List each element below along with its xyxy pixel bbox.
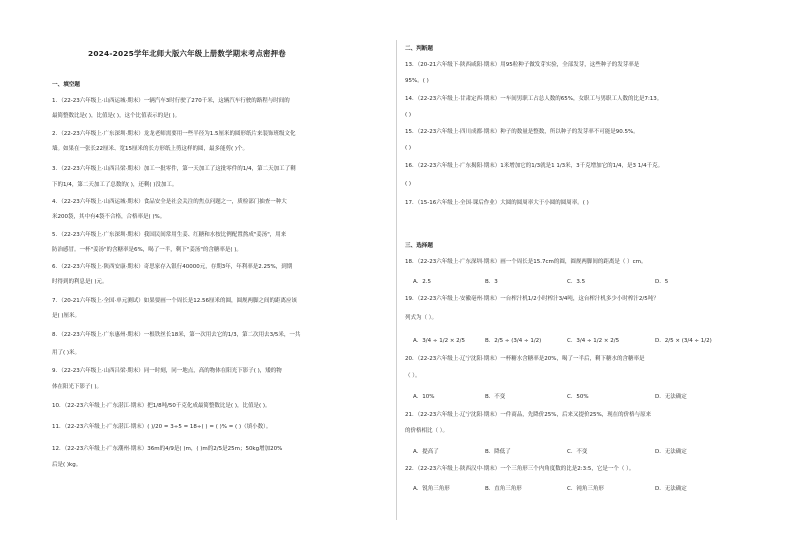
right-column <box>397 0 794 550</box>
option-a: A．锐角三角形 <box>413 486 450 492</box>
question-line: 2．（22-23六年级上·广东深圳·期末）龙龙老师需要用一些半径为1.5厘米的圆形纸片来装饰班级文化 <box>52 131 296 137</box>
option-a: A．2.5 <box>413 279 432 285</box>
options-q19 <box>405 336 785 344</box>
question-line: 12．（22-23六年级上·广东潮州·期末）36m的4/9是( )m，( )m的2/5是25m；50kg增加20% <box>52 446 283 452</box>
question-line: 13．（20-21六年级下·陕西咸阳·期末）用95粒种子做发芽实验，全部发芽，这些种子的发芽率是 <box>405 62 640 68</box>
option-b: B．降低了 <box>485 449 511 455</box>
option-c: C．50% <box>567 394 589 400</box>
question-line: 后是( )kg。 <box>52 462 82 468</box>
option-d: D．2/5 × (3/4 ÷ 1/2) <box>655 338 712 344</box>
question-line: 5．（22-23六年级上·广东深圳·期末）我国民间常用生姜、红糖和水按比例配置熬成"姜汤"，用来 <box>52 232 287 238</box>
option-b: B．不变 <box>485 394 506 400</box>
option-b: B．3 <box>485 279 498 285</box>
question-line: 21．（22-23六年级上·辽宁沈阳·期末）一件商品，先降价25%，后来又提价25%，现在的价格与原来 <box>405 412 652 418</box>
document-title: 2024-2025学年北师大版六年级上册数学期末考点密押卷 <box>88 49 286 58</box>
option-d: D．无法确定 <box>655 449 687 455</box>
question-line: 下的1/4，第二天加工了总数的( )，还剩( )没加工。 <box>52 182 178 188</box>
question-line: 3．（22-23六年级上·山西吕梁·期末）加工一批零件，第一天加工了这批零件的1/4，第二天加工了剩 <box>52 166 296 172</box>
options-q20 <box>405 392 785 400</box>
option-b: B．2/5 ÷ (3/4 ÷ 1/2) <box>485 338 542 344</box>
question-line: （ ）。 <box>405 373 421 379</box>
question-line: 4．（22-23六年级上·山西运城·期末）食品安全是社会关注的焦点问题之一，质检部门抽查一种大 <box>52 199 287 205</box>
option-c: C．3.5 <box>567 279 586 285</box>
option-d: D．5 <box>655 279 669 285</box>
question-line: ( ) <box>405 145 412 151</box>
section-fill-heading: 一、填空题 <box>52 82 80 88</box>
question-line: 列式为（ ）。 <box>405 315 437 321</box>
question-line: 8．（22-23六年级上·广东惠州·期末）一根铁丝长18米，第一次用去它的1/3，第二次用去3/5米，一共 <box>52 332 301 338</box>
question-line: 18．（22-23六年级上·广东深圳·期末）画一个周长是15.7cm的圆，圆规两脚间的距离是（ ）cm。 <box>405 259 647 265</box>
options-q21 <box>405 447 785 455</box>
question-line: 的价格相比（ ）。 <box>405 428 448 434</box>
option-c: C．3/4 ÷ 1/2 × 2/5 <box>567 338 620 344</box>
question-line: 防治感冒。一杯"姜汤"的含糖率是6%，喝了一半，剩下"姜汤"的含糖率是( )。 <box>52 247 242 253</box>
option-d: D．无法确定 <box>655 394 687 400</box>
question-line: 6．（22-23六年级上·陕西安康·期末）奇思家存入银行40000元，存期3年，年利率是2.25%，到期 <box>52 264 293 270</box>
option-a: A．提高了 <box>413 449 439 455</box>
option-a: A．10% <box>413 394 435 400</box>
question-line: 20．（22-23六年级上·辽宁沈阳·期末）一杯糖水含糖率是20%，喝了一半后，剩下糖水的含糖率是 <box>405 356 645 362</box>
question-line: 11．（22-23六年级上·广东湛江·期末）( )/20 = 3÷5 = 18÷( ) = ( )% = ( )（填小数）。 <box>52 424 272 430</box>
question-line: 用了( )米。 <box>52 350 81 356</box>
question-line: 墙。如果在一张长22厘米、宽15厘米的长方形纸上剪这样的圆，最多能剪( )个。 <box>52 146 249 152</box>
question-line: 15．（22-23六年级上·四川成都·期末）种子的数量是整数，所以种子的发芽率不可能是90.5%。 <box>405 129 639 135</box>
question-line: 14．（22-23六年级上·甘肃定西·期末）一车间男职工占总人数的65%，女职工与男职工人数的比是7:13。 <box>405 96 663 102</box>
question-line: ( ) <box>405 112 412 118</box>
option-a: A．3/4 ÷ 1/2 × 2/5 <box>413 338 466 344</box>
options-q18 <box>405 277 785 285</box>
option-c: C．钝角三角形 <box>567 486 604 492</box>
option-c: C．不变 <box>567 449 588 455</box>
section-judge-heading: 二、判断题 <box>405 46 433 52</box>
question-line: 22．（22-23六年级上·陕西汉中·期末）一个三角形三个内角度数的比是2:3:5，它是一个（ ）。 <box>405 466 635 472</box>
question-line: 米200袋，其中有4袋不合格，合格率是( )%。 <box>52 214 166 220</box>
section-choice-heading: 三、选择题 <box>405 243 433 249</box>
question-line: 7．（20-21六年级上·全国·单元测试）如果要画一个周长是12.56厘米的圆，圆规两脚之间的距离应该 <box>52 298 297 304</box>
question-line: 95%。( ) <box>405 78 429 84</box>
question-line: 9．（22-23六年级上·山西吕梁·期末）同一时刻，同一地点，高的物体在阳光下影子( )，矮的物 <box>52 368 282 374</box>
question-line: 16．（22-23六年级上·广东揭阳·期末）1米增加它的1/3就是1 1/3米，3千克增加它的1/4，是3 1/4千克。 <box>405 163 664 169</box>
question-line: 17．（15-16六年级上·全国·课后作业）大圆的圆周率大于小圆的圆周率。( ) <box>405 200 589 206</box>
question-line: ( ) <box>405 181 412 187</box>
option-b: B．直角三角形 <box>485 486 522 492</box>
question-line: 10．（22-23六年级上·广东湛江·期末）把1/8吨/50千克化成最简整数比是( )，比值是( )。 <box>52 403 271 409</box>
question-line: 是( )厘米。 <box>52 313 81 319</box>
question-line: 最简整数比是( )，比值是( )，这个比值表示的是( )。 <box>52 113 181 119</box>
option-d: D．无法确定 <box>655 486 687 492</box>
question-line: 时得到的利息是( )元。 <box>52 279 108 285</box>
question-line: 19．（22-23六年级上·安徽亳州·期末）一台榨汁机1/2小时榨汁3/4吨，这台榨汁机多少小时榨汁2/5吨？ <box>405 296 659 302</box>
question-line: 体在阳光下影子( )。 <box>52 384 103 390</box>
options-q22 <box>405 484 785 492</box>
question-line: 1．（22-23六年级上·山西运城·期末）一辆汽车3时行驶了270千米，这辆汽车行驶的路程与时间的 <box>52 98 290 104</box>
